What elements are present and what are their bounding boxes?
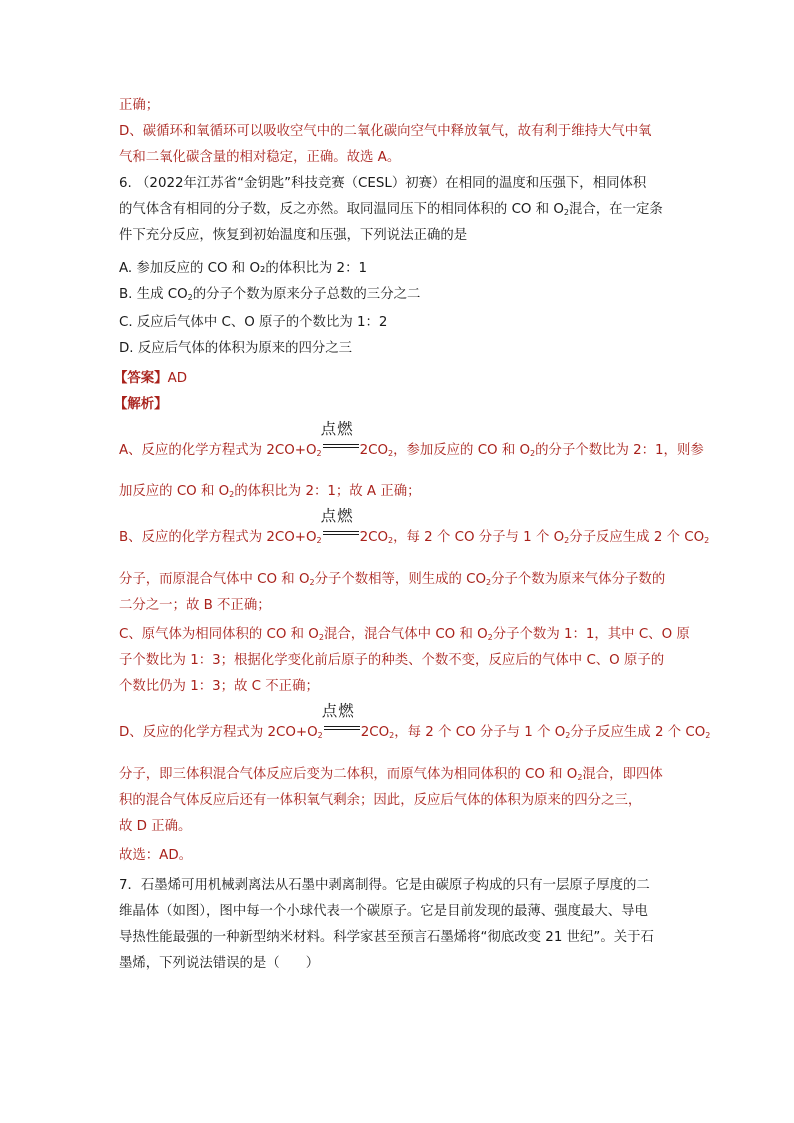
q6-option-b: B. 生成 $CO_2$的分子个数为原来分子总数的三分之二 [119, 287, 421, 302]
q7-stem-line2: 维晶体（如图），图中每一个小球代表一个碳原子。它是目前发现的最薄、强度最大、导电 [119, 904, 648, 919]
q5-option-d-explanation-line1: D、碳循环和氧循环可以吸收空气中的二氧化碳向空气中释放氧气，故有利于维持大气中氧 [119, 124, 652, 139]
analysis-conclusion: 故选：AD。 [119, 848, 193, 863]
analysis-b-line1: B、反应的化学方程式为 $2CO+O_2$ 点燃 $2CO_2$，每 2 个 CO 分子与 1 个 $O_2$分子反应生成 2 个 $CO_2$ [119, 507, 710, 545]
q6-option-a: A. 参加反应的 CO 和 O₂的体积比为 2：1 [119, 261, 367, 276]
q7-stem-line4: 墨烯，下列说法错误的是（ ） [119, 956, 320, 971]
analysis-d-line1: D、反应的化学方程式为 $2CO+O_2$ 点燃 $2CO_2$，每 2 个 CO 分子与 1 个 $O_2$分子反应生成 2 个 $CO_2$ [119, 702, 711, 740]
reaction-arrow: 点燃 [323, 527, 359, 541]
q5-option-d-explanation-line2: 气和二氧化碳含量的相对稳定，正确。故选 A。 [119, 150, 401, 165]
q6-stem-line2: 的气体含有相同的分子数，反之亦然。取同温同压下的相同体积的 CO 和 $O_2$混合，在一定条 [119, 202, 663, 217]
analysis-a-line2: 加反应的 CO 和 $O_2$的体积比为 2：1；故 A 正确； [119, 484, 421, 499]
analysis-c-line3: 个数比仍为 1：3；故 C 不正确； [119, 679, 319, 694]
analysis-c-line1: C、原气体为相同体积的 CO 和 $O_2$混合，混合气体中 CO 和 $O_2$分子个数为 1：1，其中 C、O 原 [119, 627, 690, 642]
q5-tail-line: 正确； [119, 98, 160, 113]
analysis-d-line3: 积的混合气体反应后还有一体积氧气剩余；因此，反应后气体的体积为原来的四分之三， [119, 793, 642, 808]
q6-answer: 【答案】AD [114, 371, 188, 386]
q6-option-c: C. 反应后气体中 C、O 原子的个数比为 1：2 [119, 315, 388, 330]
analysis-a-line1: A、反应的化学方程式为 $2CO+O_2$ 点燃 $2CO_2$，参加反应的 CO 和 $O_2$的分子个数比为 2：1，则参 [119, 420, 704, 458]
analysis-d-line4: 故 D 正确。 [119, 819, 192, 834]
analysis-b-line2: 分子，而原混合气体中 CO 和 $O_2$分子个数相等，则生成的 $CO_2$分子个数为原来气体分子数的 [119, 572, 666, 587]
q7-stem-line1: 7．石墨烯可用机械剥离法从石墨中剥离制得。它是由碳原子构成的只有一层原子厚度的二 [119, 878, 650, 893]
q6-analysis-label: 【解析】 [114, 397, 168, 412]
reaction-arrow: 点燃 [323, 440, 359, 454]
q6-option-d: D. 反应后气体的体积为原来的四分之三 [119, 341, 353, 356]
analysis-c-line2: 子个数比为 1：3；根据化学变化前后原子的种类、个数不变，反应后的气体中 C、O 原子的 [119, 653, 665, 668]
analysis-d-line2: 分子，即三体积混合气体反应后变为二体积，而原气体为相同体积的 CO 和 $O_2$混合，即四体 [119, 767, 663, 782]
q6-stem-line1: 6. （2022年江苏省“金钥匙”科技竞赛（CESL）初赛）在相同的温度和压强下，相同体积 [119, 176, 647, 191]
q6-stem-line3: 件下充分反应，恢复到初始温度和压强，下列说法正确的是 [119, 228, 468, 243]
reaction-arrow: 点燃 [324, 722, 360, 736]
q7-stem-line3: 导热性能最强的一种新型纳米材料。科学家甚至预言石墨烯将“彻底改变 21 世纪”。关于石 [119, 930, 654, 945]
analysis-b-line3: 二分之一；故 B 不正确； [119, 598, 271, 613]
